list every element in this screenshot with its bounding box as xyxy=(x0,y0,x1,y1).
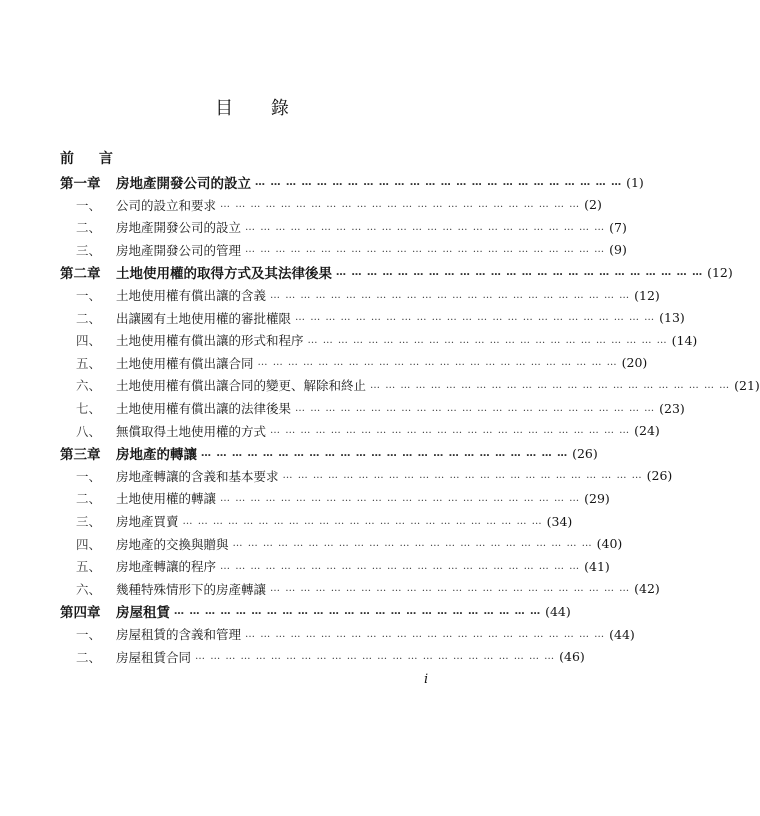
dot-leader: … … … … … … … … … … … … … … … … … … … … … … … … xyxy=(307,334,668,346)
toc-section-entry xyxy=(60,308,685,328)
entry-page: (9) xyxy=(609,242,627,258)
entry-page: (26) xyxy=(646,468,673,484)
entry-number: 第四章 xyxy=(60,605,101,622)
entry-title: 幾種特殊情形下的房產轉讓 xyxy=(116,581,267,597)
entry-title: 房地產開發公司的管理 xyxy=(116,242,242,258)
entry-title: 土地使用權有償出讓合同 xyxy=(116,355,254,371)
entry-number: 四、 xyxy=(76,333,102,349)
toc-section-entry xyxy=(60,647,585,667)
entry-title: 土地使用權的取得方式及其法律後果 xyxy=(116,266,332,283)
dot-leader: … … … … … … … … … … … … … … … … … … … … … … … … xyxy=(195,651,556,663)
entry-number: 一、 xyxy=(76,468,102,484)
page-number: i xyxy=(424,672,429,687)
dot-leader: … … … … … … … … … … … … … … … … … … … … … … … … xyxy=(270,289,631,301)
dot-leader: … … … … … … … … … … … … … … … … … … … … … … … … xyxy=(245,244,606,256)
entry-page: (20) xyxy=(621,355,648,371)
toc-section-entry xyxy=(60,240,627,260)
toc-section-entry xyxy=(60,330,698,350)
entry-page: (29) xyxy=(584,490,610,506)
entry-page: (46) xyxy=(559,649,585,665)
entry-number: 六、 xyxy=(76,378,102,394)
toc-section-entry xyxy=(60,375,760,395)
toc-section-entry xyxy=(60,353,648,373)
entry-title: 房屋租賃的含義和管理 xyxy=(116,627,242,642)
entry-page: (40) xyxy=(596,536,623,552)
entry-title: 房地產開發公司的設立 xyxy=(116,176,251,192)
dot-leader: … … … … … … … … … … … … … … … … … … … … … … … … xyxy=(370,379,731,391)
entry-number: 三、 xyxy=(76,242,102,258)
dot-leader: … … … … … … … … … … … … … … … … … … … … … … … … xyxy=(336,266,704,278)
dot-leader: … … … … … … … … … … … … … … … … … … … … … … … … xyxy=(257,357,618,369)
entry-page: (7) xyxy=(609,219,627,235)
entry-number: 三、 xyxy=(76,514,102,529)
dot-leader: … … … … … … … … … … … … … … … … … … … … … … … … xyxy=(245,221,606,233)
toc-section-entry xyxy=(60,466,673,486)
dot-leader: … … … … … … … … … … … … … … … … … … … … … … … … xyxy=(174,605,542,617)
entry-page: (12) xyxy=(634,287,660,303)
entry-number: 二、 xyxy=(76,649,102,665)
entry-number: 七、 xyxy=(76,401,102,416)
dot-leader: … … … … … … … … … … … … … … … … … … … … … … … … xyxy=(295,402,656,414)
entry-page: (14) xyxy=(671,332,698,348)
entry-title: 土地使用權的轉讓 xyxy=(116,491,217,507)
dot-leader: … … … … … … … … … … … … … … … … … … … … … … … … xyxy=(270,583,631,595)
toc-section-entry xyxy=(60,556,610,576)
dot-leader: … … … … … … … … … … … … … … … … … … … … … … … … xyxy=(220,560,581,572)
toc-chapter-entry xyxy=(60,601,571,622)
dot-leader: … … … … … … … … … … … … … … … … … … … … … … … … xyxy=(270,425,631,437)
entry-title: 無償取得土地使用權的方式 xyxy=(116,423,267,439)
entry-title: 房地產轉讓的含義和基本要求 xyxy=(116,468,279,484)
entry-title: 土地使用權有償出讓的含義 xyxy=(116,288,267,303)
entry-number: 第二章 xyxy=(60,266,101,283)
entry-number: 四、 xyxy=(76,536,102,552)
entry-title: 房地產開發公司的設立 xyxy=(116,220,242,236)
entry-number: 一、 xyxy=(76,288,102,303)
entry-page: (26) xyxy=(572,445,598,461)
toc-section-entry xyxy=(60,488,610,508)
dot-leader: … … … … … … … … … … … … … … … … … … … … … … … … xyxy=(282,470,643,482)
entry-page: (34) xyxy=(546,513,573,529)
toc-section-entry xyxy=(60,534,623,554)
toc-section-entry xyxy=(60,217,627,237)
entry-page: (13) xyxy=(659,310,685,326)
toc-chapter-entry xyxy=(60,262,733,283)
dot-leader: … … … … … … … … … … … … … … … … … … … … … … … … xyxy=(220,492,581,504)
entry-page: (44) xyxy=(545,603,571,619)
dot-leader: … … … … … … … … … … … … … … … … … … … … … … … … xyxy=(182,515,543,527)
entry-title: 土地使用權有償出讓的形式和程序 xyxy=(116,333,304,349)
entry-page: (23) xyxy=(659,400,685,416)
toc-section-entry xyxy=(60,511,573,531)
entry-page: (41) xyxy=(584,558,610,574)
entry-title: 房地產轉讓的程序 xyxy=(116,559,217,575)
entry-page: (44) xyxy=(609,626,635,642)
entry-number: 一、 xyxy=(76,197,102,213)
toc-chapter-entry xyxy=(60,172,644,192)
dot-leader: … … … … … … … … … … … … … … … … … … … … … … … … xyxy=(295,312,656,324)
toc-section-entry xyxy=(60,195,602,215)
dot-leader: … … … … … … … … … … … … … … … … … … … … … … … … xyxy=(255,176,623,188)
entry-number: 第一章 xyxy=(60,176,101,192)
entry-page: (42) xyxy=(634,581,660,597)
toc-section-entry xyxy=(60,398,685,418)
entry-page: (2) xyxy=(584,197,602,213)
entry-number: 一、 xyxy=(76,627,102,642)
dot-leader: … … … … … … … … … … … … … … … … … … … … … … … … xyxy=(245,628,606,640)
entry-title: 房屋租賃 xyxy=(116,605,170,622)
entry-page: (21) xyxy=(734,377,760,393)
toc-chapter-entry xyxy=(60,443,598,464)
toc-section-entry xyxy=(60,579,660,599)
entry-page: (24) xyxy=(634,423,660,439)
entry-page: (1) xyxy=(626,174,644,190)
entry-number: 五、 xyxy=(76,559,102,575)
entry-number: 二、 xyxy=(76,491,102,507)
toc-section-entry xyxy=(60,421,660,441)
entry-number: 第三章 xyxy=(60,447,101,464)
dot-leader: … … … … … … … … … … … … … … … … … … … … … … … … xyxy=(232,538,593,550)
entry-title: 房地產的轉讓 xyxy=(116,447,197,464)
dot-leader: … … … … … … … … … … … … … … … … … … … … … … … … xyxy=(220,199,581,211)
entry-number: 六、 xyxy=(76,581,102,597)
entry-number: 五、 xyxy=(76,355,102,371)
entry-title: 土地使用權有償出讓合同的變更、解除和終止 xyxy=(116,378,367,394)
entry-title: 房屋租賃合同 xyxy=(116,649,192,665)
toc-section-entry xyxy=(60,285,660,305)
entry-title: 公司的設立和要求 xyxy=(116,197,217,213)
toc-title: 目 錄 xyxy=(215,98,305,119)
entry-title: 土地使用權有償出讓的法律後果 xyxy=(116,401,292,416)
entry-number: 二、 xyxy=(76,310,102,326)
toc-section-entry xyxy=(60,624,635,644)
entry-page: (12) xyxy=(707,264,733,280)
entry-title: 出讓國有土地使用權的審批權限 xyxy=(116,310,292,326)
entry-title: 房地產的交換與贈與 xyxy=(116,536,229,552)
preface-heading: 前 言 xyxy=(60,151,123,167)
dot-leader: … … … … … … … … … … … … … … … … … … … … … … … … xyxy=(201,447,569,459)
entry-title: 房地產買賣 xyxy=(116,514,179,529)
entry-number: 八、 xyxy=(76,423,102,439)
entry-number: 二、 xyxy=(76,220,102,236)
